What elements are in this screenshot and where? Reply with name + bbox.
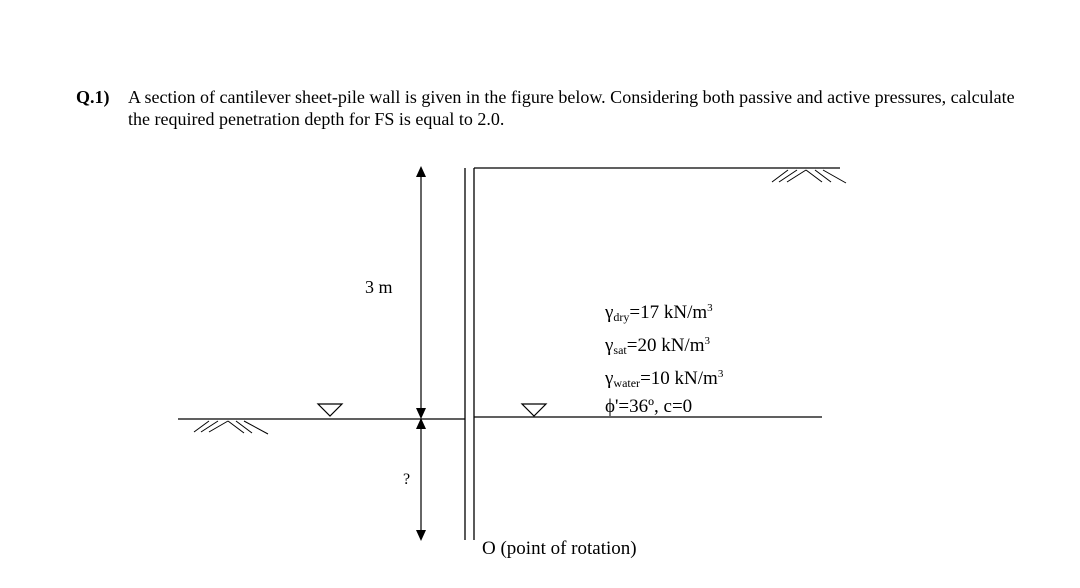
- gamma-dry-row: $\gamma_{dry}=17$ $kN/m^3$: [605, 302, 713, 324]
- question-text: A section of cantilever sheet-pile wall is given in the figure below. Considering both passive and active pressures, calculate the required penetration depth for FS is equal to 2.0.: [128, 87, 1015, 129]
- question-number: Q.1): [76, 87, 110, 107]
- depth-label: ?: [403, 471, 411, 488]
- soil-properties: [605, 296, 723, 419]
- water-table-right-icon: [522, 404, 546, 416]
- depth-arrow-bottom-icon: [416, 530, 426, 541]
- gamma-sat-row: $\gamma_{sat}=20$ $kN/m^3$: [605, 335, 710, 357]
- height-label: 3 m: [365, 277, 393, 297]
- friction-angle-row: ϕ'=36º, c=0: [605, 396, 693, 417]
- height-arrow-bottom-icon: [416, 408, 426, 419]
- gamma-water-row: $\gamma_{water}=10$ $kN/m^3$: [605, 368, 724, 390]
- dredge-ground-hatch-icon: [194, 421, 268, 434]
- retained-ground-hatch-icon: [772, 170, 846, 183]
- height-arrow-top-icon: [416, 166, 426, 177]
- water-table-left-icon: [318, 404, 342, 416]
- pivot-label: O (point of rotation): [482, 538, 637, 559]
